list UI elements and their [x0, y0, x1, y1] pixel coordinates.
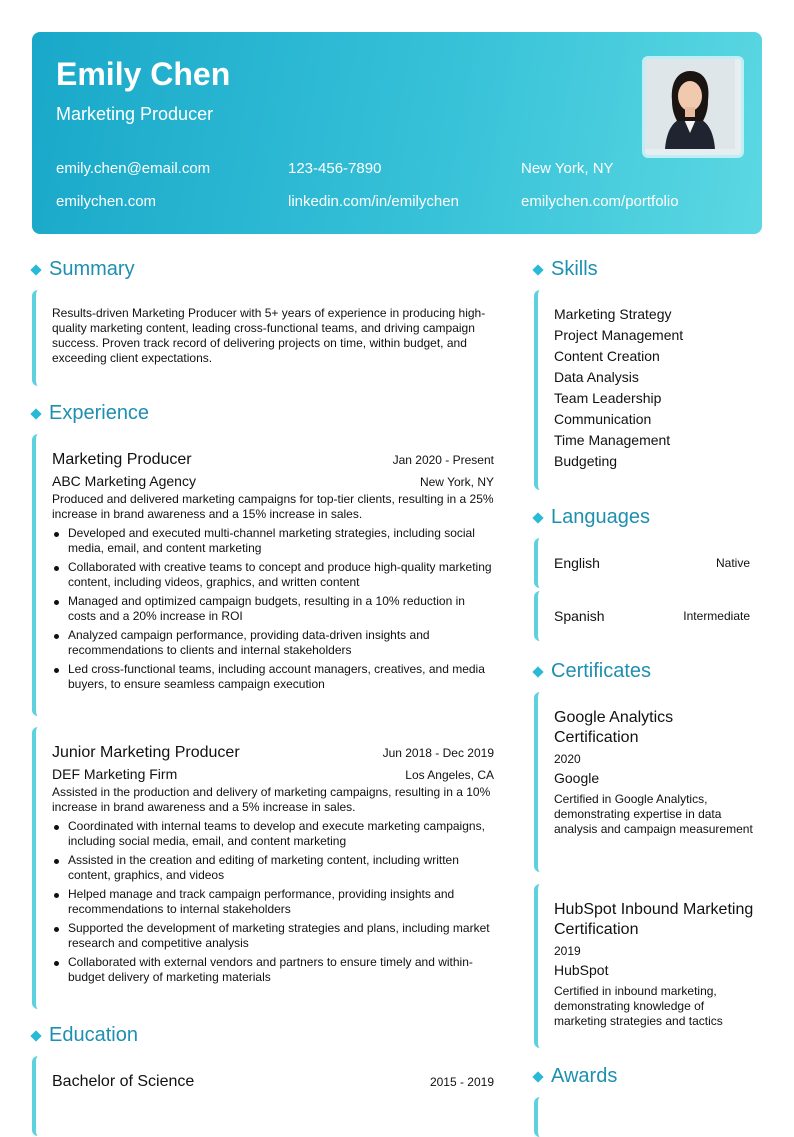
certificate-description: Certified in Google Analytics, demonstrating expertise in data analysis and campaign measurement [554, 792, 753, 836]
contact-portfolio[interactable]: emilychen.com/portfolio [521, 193, 679, 210]
contact-linkedin[interactable]: linkedin.com/in/emilychen [288, 193, 459, 210]
list-item: Coordinated with internal teams to develop and execute marketing campaigns, including social media, email, and content marketing [52, 819, 494, 849]
diamond-icon [30, 264, 41, 275]
certificate-description: Certified in inbound marketing, demonstrating knowledge of marketing strategies and tactics [554, 984, 723, 1028]
languages-heading [532, 506, 650, 529]
language-card-spanish [534, 591, 762, 641]
skills-card [534, 290, 762, 490]
summary-heading [30, 258, 135, 281]
skill-item: Marketing Strategy [554, 306, 672, 322]
contact-location: New York, NY [521, 160, 614, 177]
job-dates: Jun 2018 - Dec 2019 [382, 746, 494, 760]
language-name: Spanish [554, 608, 605, 624]
diamond-icon [532, 512, 543, 523]
list-item: Led cross-functional teams, including account managers, creatives, and media buyers, to ensure seamless campaign execution [52, 662, 494, 692]
contact-website[interactable]: emilychen.com [56, 193, 157, 210]
skills-heading-text: Skills [551, 258, 598, 280]
contact-email[interactable]: emily.chen@email.com [56, 160, 211, 177]
list-item: Assisted in the creation and editing of marketing content, including written content, graphics, and videos [52, 853, 494, 883]
list-item: Developed and executed multi-channel marketing strategies, including social media, email, and content marketing [52, 526, 494, 556]
certificate-name: Google Analytics Certification [554, 709, 674, 746]
skill-item: Project Management [554, 327, 684, 343]
skill-item: Budgeting [554, 453, 618, 469]
job-card-2 [32, 727, 502, 1009]
job-company: DEF Marketing Firm [52, 766, 178, 782]
resume-header [32, 32, 762, 234]
diamond-icon [30, 1030, 41, 1041]
list-item: Collaborated with external vendors and partners to ensure timely and within-budget delivery of marketing materials [52, 955, 494, 985]
education-card [32, 1056, 502, 1136]
education-heading [30, 1024, 138, 1047]
certificate-card-2 [534, 884, 762, 1048]
job-location: Los Angeles, CA [405, 768, 494, 782]
language-card-english [534, 538, 762, 588]
diamond-icon [532, 1071, 543, 1082]
certificate-year: 2020 [554, 752, 581, 766]
summary-card [32, 290, 502, 386]
job-card-1 [32, 434, 502, 716]
skill-item: Content Creation [554, 348, 660, 364]
job-dates: Jan 2020 - Present [392, 453, 494, 467]
list-item: Supported the development of marketing strategies and plans, including market research and competitive analysis [52, 921, 494, 951]
certificate-year: 2019 [554, 944, 581, 958]
awards-card [534, 1097, 762, 1137]
list-item: Helped manage and track campaign performance, providing insights and recommendations to internal stakeholders [52, 887, 494, 917]
person-photo-icon [645, 59, 735, 149]
experience-heading-text: Experience [49, 402, 150, 424]
skill-item: Time Management [554, 432, 671, 448]
job-bullets [52, 819, 494, 985]
certificate-issuer: HubSpot [554, 962, 609, 978]
contact-phone[interactable]: 123-456-7890 [288, 160, 382, 177]
degree-name: Bachelor of Science [52, 1073, 195, 1090]
list-item: Collaborated with creative teams to concept and produce high-quality marketing content, including videos, graphics, and written content [52, 560, 494, 590]
skill-item: Communication [554, 411, 652, 427]
job-title: Marketing Producer [52, 451, 192, 468]
job-company: ABC Marketing Agency [52, 473, 196, 489]
job-bullets [52, 526, 494, 692]
language-level: Native [715, 556, 750, 570]
candidate-name: Emily Chen [56, 56, 231, 92]
skills-heading [532, 258, 598, 281]
job-description: Assisted in the production and delivery of marketing campaigns, resulting in a 10% increase in brand awareness and a 5% increase in sales. [52, 785, 491, 814]
certificates-heading-text: Certificates [551, 660, 652, 682]
certificates-heading [532, 660, 651, 683]
language-level: Intermediate [683, 609, 750, 623]
list-item: Analyzed campaign performance, providing data-driven insights and recommendations to clients and internal stakeholders [52, 628, 494, 658]
summary-heading-text: Summary [49, 258, 135, 280]
job-location: New York, NY [419, 475, 494, 489]
certificate-card-1 [534, 692, 762, 872]
summary-text: Results-driven Marketing Producer with 5+ years of experience in producing high-quality marketing content, leading cross-functional teams, and driving campaign success. Proven track record of delivering projects on time, within budget, and exceeding client expectations. [52, 306, 486, 365]
education-dates: 2015 - 2019 [429, 1075, 494, 1089]
skill-item: Data Analysis [554, 369, 639, 385]
awards-heading [532, 1065, 617, 1088]
diamond-icon [30, 408, 41, 419]
job-title: Junior Marketing Producer [52, 744, 240, 761]
awards-heading-text: Awards [551, 1065, 618, 1087]
list-item: Managed and optimized campaign budgets, resulting in a 10% reduction in costs and a 20% increase in ROI [52, 594, 494, 624]
profile-photo [642, 56, 744, 158]
languages-heading-text: Languages [551, 506, 650, 528]
skill-item: Team Leadership [554, 390, 662, 406]
diamond-icon [532, 264, 543, 275]
education-heading-text: Education [49, 1024, 138, 1046]
diamond-icon [532, 666, 543, 677]
certificate-issuer: Google [554, 770, 600, 786]
candidate-title: Marketing Producer [56, 104, 214, 124]
job-description: Produced and delivered marketing campaigns for top-tier clients, resulting in a 25% increase in brand awareness and a 15% increase in sales. [52, 492, 494, 521]
certificate-name: HubSpot Inbound Marketing Certification [554, 901, 754, 938]
experience-heading [30, 402, 149, 425]
language-name: English [554, 555, 600, 571]
